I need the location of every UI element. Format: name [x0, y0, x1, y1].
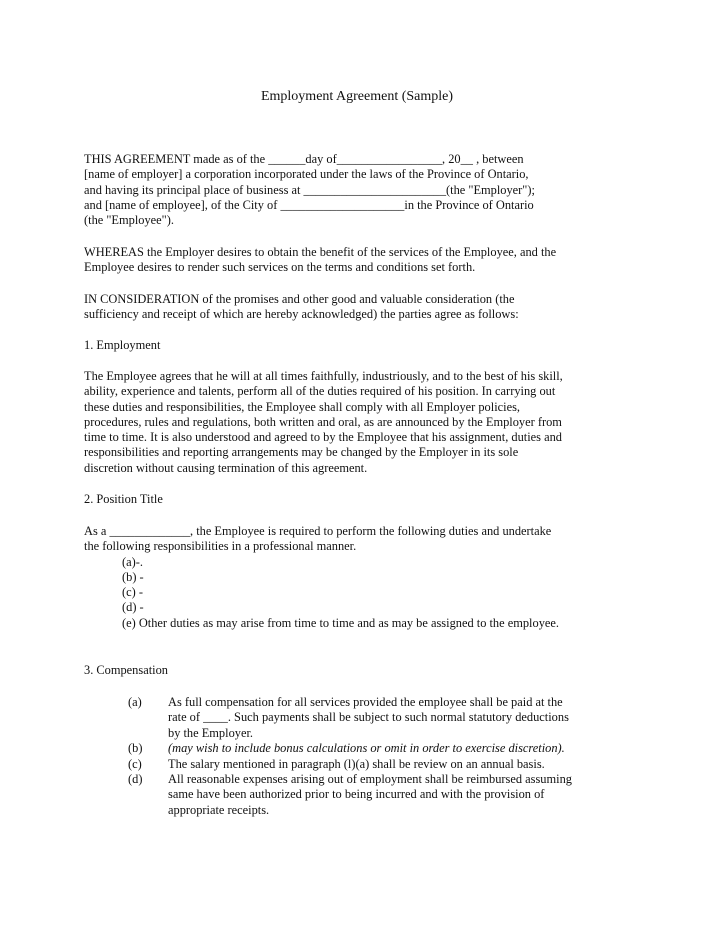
whereas-line: Employee desires to render such services on the terms and conditions set forth.: [84, 260, 476, 275]
compensation-line: appropriate receipts.: [168, 802, 270, 817]
intro-paragraph: [84, 152, 636, 228]
compensation-item-label: (d): [128, 772, 143, 786]
consideration-line: sufficiency and receipt of which are hereby acknowledged) the parties agree as follows:: [84, 307, 519, 322]
section-1-line: responsibilities and reporting arrangements may be changed by the Employer in its sole: [84, 445, 519, 460]
intro-line: and [name of employee], of the City of ____________________in the Province of Ontario: [84, 197, 534, 212]
section-1-heading: 1. Employment: [84, 338, 161, 352]
document-title: Employment Agreement (Sample): [260, 89, 454, 104]
section-2-heading: 2. Position Title: [84, 492, 163, 506]
compensation-item-label: (b): [128, 741, 143, 755]
compensation-line: rate of ____. Such payments shall be subject to such normal statutory deductions: [168, 710, 569, 725]
compensation-item-c: [84, 757, 644, 773]
section-1-line: time to time. It is also understood and agreed to by the Employee that his assignment, duties and: [84, 430, 562, 445]
duty-item: (d) -: [122, 600, 144, 615]
compensation-item-label: (c): [128, 757, 142, 771]
duty-item: (b) -: [122, 569, 144, 584]
duty-item: (c) -: [122, 585, 143, 600]
compensation-line: same have been authorized prior to being incurred and with the provision of: [168, 787, 545, 802]
section-1-line: discretion without causing termination of this agreement.: [84, 460, 368, 475]
section-2-line: the following responsibilities in a professional manner.: [84, 539, 357, 554]
intro-line: [name of employer] a corporation incorporated under the laws of the Province of Ontario,: [84, 167, 529, 182]
compensation-line: All reasonable expenses arising out of employment shall be reimbursed assuming: [168, 772, 572, 786]
compensation-line: As full compensation for all services provided the employee shall be paid at the: [168, 695, 563, 709]
section-1-body: [84, 369, 636, 476]
compensation-item-b: [84, 741, 644, 757]
section-1-line: ability, experience and talents, perform all of the duties required of his position. In carrying out: [84, 384, 556, 399]
compensation-item-a: [84, 695, 644, 741]
section-1-line: these duties and responsibilities, the Employee shall comply with all Employer policies,: [84, 399, 520, 414]
duty-item: (a)-.: [122, 554, 143, 569]
compensation-item-label: (a): [128, 695, 142, 709]
intro-line: THIS AGREEMENT made as of the ______day of_________________, 20__ , between: [84, 152, 524, 166]
compensation-line: by the Employer.: [168, 725, 253, 740]
compensation-line: (may wish to include bonus calculations or omit in order to exercise discretion).: [168, 741, 565, 755]
section-1-line: procedures, rules and regulations, both written and oral, as are announced by the Employer from: [84, 414, 562, 429]
consideration-line: IN CONSIDERATION of the promises and other good and valuable consideration (the: [84, 292, 515, 306]
compensation-item-d: [84, 772, 644, 818]
duty-item: (e) Other duties as may arise from time to time and as may be assigned to the employee.: [122, 615, 559, 630]
intro-line: and having its principal place of business at _______________________(the "Employer");: [84, 182, 535, 197]
compensation-item-text: [168, 741, 638, 756]
whereas-paragraph: [84, 245, 636, 276]
compensation-item-text: [168, 772, 638, 818]
consideration-paragraph: [84, 292, 636, 323]
section-2-body: [84, 524, 636, 631]
compensation-line: The salary mentioned in paragraph (l)(a) shall be review on an annual basis.: [168, 757, 545, 771]
section-2-line: As a _____________, the Employee is required to perform the following duties and undertake: [84, 524, 552, 538]
section-1-line: The Employee agrees that he will at all times faithfully, industriously, and to the best of his skill,: [84, 369, 563, 383]
intro-line: (the "Employee").: [84, 213, 174, 228]
section-3-heading: 3. Compensation: [84, 663, 168, 677]
compensation-item-text: [168, 695, 638, 741]
whereas-line: WHEREAS the Employer desires to obtain the benefit of the services of the Employee, and the: [84, 245, 557, 259]
compensation-item-text: [168, 757, 638, 772]
